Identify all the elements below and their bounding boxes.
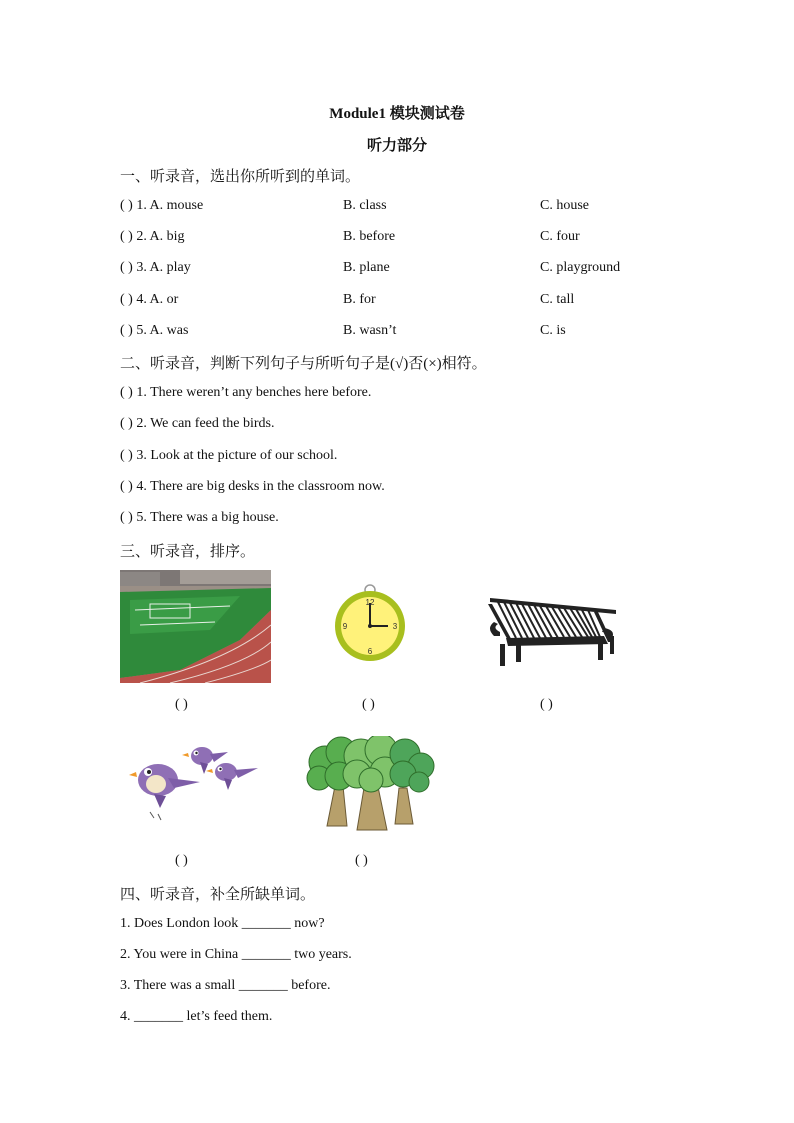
birds-picture	[128, 742, 260, 824]
clock-picture	[333, 584, 407, 662]
option-c: C. playground	[540, 260, 621, 275]
fill-blank-row: 1. Does London look _______ now?	[120, 916, 325, 931]
trees-picture	[305, 736, 435, 832]
order-blank: ( )	[355, 853, 368, 868]
question-row: ( ) 4. A. or	[120, 292, 179, 307]
fill-blank-row: 3. There was a small _______ before.	[120, 978, 331, 993]
bench-picture	[486, 592, 620, 670]
option-b: B. for	[343, 292, 376, 307]
question-row: ( ) 3. A. play	[120, 260, 191, 275]
option-b: B. wasn’t	[343, 323, 397, 338]
clock-number: 3	[392, 622, 398, 631]
question-row: ( ) 1. A. mouse	[120, 198, 204, 213]
page-title: Module1 模块测试卷	[329, 106, 465, 122]
page-subtitle: 听力部分	[366, 138, 427, 154]
section3-heading: 三、听录音，排序。	[120, 544, 256, 560]
playground-picture	[120, 570, 271, 683]
option-b: B. plane	[343, 260, 390, 275]
option-c: C. four	[540, 229, 580, 244]
section1-heading: 一、听录音，选出你所听到的单词。	[120, 169, 361, 185]
option-c: C. tall	[540, 292, 575, 307]
clock-number: 9	[342, 622, 348, 631]
option-c: C. is	[540, 323, 566, 338]
order-blank: ( )	[175, 697, 188, 712]
question-row: ( ) 5. A. was	[120, 323, 189, 338]
order-blank: ( )	[540, 697, 553, 712]
option-b: B. class	[343, 198, 387, 213]
option-b: B. before	[343, 229, 396, 244]
order-blank: ( )	[175, 853, 188, 868]
sentence-row: ( ) 4. There are big desks in the classroom now.	[120, 479, 385, 494]
fill-blank-row: 2. You were in China _______ two years.	[120, 947, 352, 962]
sentence-row: ( ) 3. Look at the picture of our school.	[120, 448, 338, 463]
clock-number: 6	[367, 647, 373, 656]
order-blank: ( )	[362, 697, 375, 712]
section2-heading: 二、听录音，判断下列句子与所听句子是(√)否(×)相符。	[120, 356, 487, 372]
option-c: C. house	[540, 198, 589, 213]
section4-heading: 四、听录音，补全所缺单词。	[120, 887, 316, 903]
question-row: ( ) 2. A. big	[120, 229, 185, 244]
fill-blank-row: 4. _______ let’s feed them.	[120, 1009, 273, 1024]
clock-number: 12	[365, 598, 375, 607]
sentence-row: ( ) 2. We can feed the birds.	[120, 416, 275, 431]
sentence-row: ( ) 1. There weren’t any benches here before.	[120, 385, 372, 400]
sentence-row: ( ) 5. There was a big house.	[120, 510, 279, 525]
